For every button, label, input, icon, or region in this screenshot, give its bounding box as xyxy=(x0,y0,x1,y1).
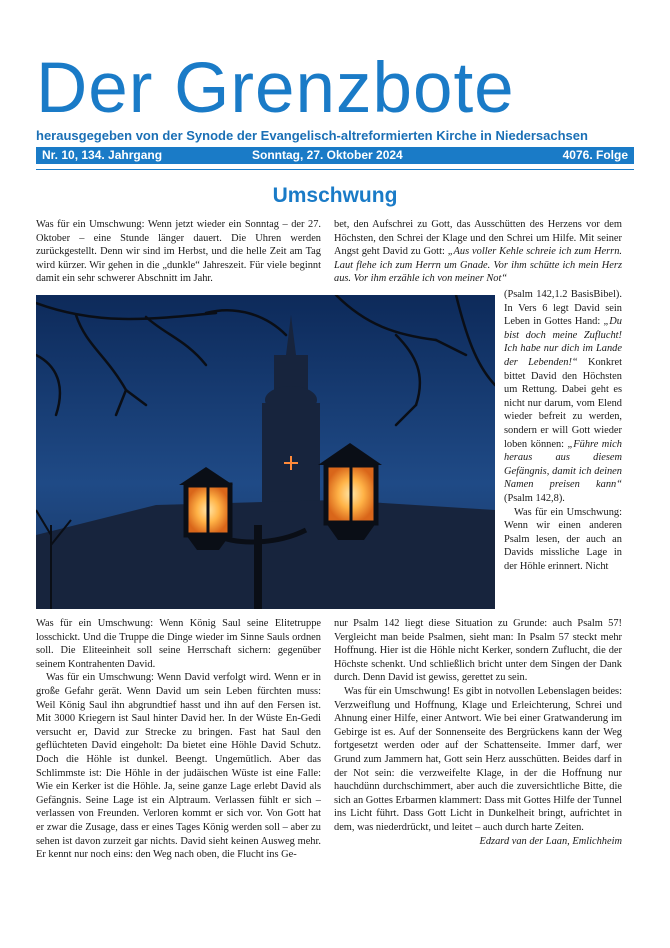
article-headline: Umschwung xyxy=(272,184,398,207)
psalm-quote: „Aus voller Kehle schreie ich zum Herrn. Laut flehe ich zum Herrn um Gnade. Vor ihm schütte ich mein Herz aus. Vor ihm erzähle ich von meiner Not“ xyxy=(334,246,622,285)
issue-date: Sonntag, 27. Oktober 2024 xyxy=(252,148,403,162)
psalm-quote: „Führe mich heraus aus diesem Gefängnis, damit ich deinen Namen preisen kann“ xyxy=(504,438,622,491)
paragraph: Was für ein Umschwung: Wenn David verfolgt wird. Wenn er in große Gefahr gerät. Wenn David um sein Leben fürchten muss: Weil König Saul ihn abgrundtief hasst und ihn auf den Fersen ist. Mit 3000 Kriegern ist Saul hinter David her. In der Wüste En-Gedi versucht er, David zur Strecke zu bringen. Fast hat Saul den geflüchteten David eingeholt: Da bietet eine Höhle David Schutz. Doch die Höhle ist dunkel. Beengt. Ungemütlich. Aber das Schlimmste ist: Die Höhle in der judäischen Wüste ist eine Falle: Wie ein Kerker ist die Höhle. Ja, seine ganze Lage erlebt David als Gefängnis. Seine Lage ist ein Alptraum. Verlassen fühlt er sich – verlassen von Freunden. Verloren kommt er sich vor. Von Gott hat er zwar die Zusage, dass er eines Tages König werden soll – aber zu sehen ist davon zurzeit gar nichts. David sieht keinen Ausweg mehr. Er kennt nur noch eins: den Weg nach oben, die Flucht ins Ge- xyxy=(36,672,321,861)
right-column-top xyxy=(334,218,622,286)
paragraph: nur Psalm 142 liegt diese Situation zu Grunde: auch Psalm 57! Vergleicht man beide Psalmen, sieht man: In Psalm 57 steckt mehr Hoffnung. Hier ist die Höhle nicht Kerker, sondern Zuflucht, die der Höchste schenkt. Und schließlich bricht unter dem Singen der Dank durch. Denn David ist gewiss, gerettet zu sein. xyxy=(334,618,622,684)
paragraph xyxy=(504,288,622,506)
divider xyxy=(36,169,634,170)
right-column-bottom xyxy=(334,617,622,848)
masthead xyxy=(36,49,634,143)
lantern-photo xyxy=(36,295,495,609)
newspaper-subtitle: herausgegeben von der Synode der Evangelisch-altreformierten Kirche in Niedersachsen xyxy=(36,128,588,143)
paragraph-text: bet, den Aufschrei zu Gott, das Ausschütten des Herzens vor dem Höchsten, den Schrei der Klage und den Schrei um Hilfe. Mit seiner Angst geht David zu Gott: xyxy=(334,219,622,258)
newspaper-title: Der Grenzbote xyxy=(36,49,515,128)
narrow-column xyxy=(504,288,622,573)
article-author: Edzard van der Laan, Emlichheim xyxy=(479,835,622,847)
paragraph: Was für ein Umschwung: Wenn wir einen anderen Psalm lesen, der auch an Davids missliche Lage in der Höhle erinnert. Nicht xyxy=(504,506,622,572)
paragraph: Was für ein Umschwung: Wenn jetzt wieder ein Sonntag – der 27. Oktober – eine Stunde länger dauert. Die Uhren werden zurückgestellt. Denn wir sind im Herbst, und die helle Zeit am Tag wird kürzer. Wir gehen in die „dunkle“ Jahreszeit. Für viele beginnt damit ein sehr schwerer Abschnitt im Jahr. xyxy=(36,219,321,285)
issue-bar xyxy=(36,147,634,164)
paragraph: Was für ein Umschwung! Es gibt in notvollen Lebenslagen beides: Verzweiflung und Hoffnung, Klage und Erleichterung, Schrei und Ahnung einer Hilfe, einer Antwort. Wie bei einer Gratwanderung im Gebirge ist es. Auf der Sonnenseite des Bergrückens kann der Weg fortgesetzt werden oder auf der Schattenseite. Immer darf, wer Grund zum Jammern hat, Gott sein Herz ausschütten. Beides darf in der Not sein: die verzweifelte Klage, in der die Hoffnung nur hauchdünn durchschimmert, aber auch die zuversichtliche Bitte, die sich an Gottes Erbarmen klammert: Dass mit Gottes Hilfe der Tunnel ins Licht führt. Dass Gott Licht in Dunkelheit bringt, aufrichtet in dem, was niederdrückt, und leitet – auch durch harte Zeiten. xyxy=(334,685,622,833)
left-column-top xyxy=(36,218,321,286)
psalm-quote: „Du bist doch meine Zuflucht! Ich habe nur dich im Lande der Lebenden!“ xyxy=(504,316,622,368)
paragraph xyxy=(334,218,622,286)
issue-number: Nr. 10, 134. Jahrgang xyxy=(42,148,163,162)
paragraph: Was für ein Umschwung: Wenn König Saul seine Elitetruppe losschickt. Und die Truppe die Dinge wieder im Sinne Sauls ordnen soll. Die Eliteeinheit soll seine Herrschaft sichern: gegenüber seinem Kontrahenten David. xyxy=(36,618,321,670)
paragraph-text: (Psalm 142,8). xyxy=(504,492,565,504)
left-column-bottom xyxy=(36,617,321,862)
issue-sequence: 4076. Folge xyxy=(562,148,628,162)
paragraph-text: Konkret bittet David den Höchsten um Rettung. Dabei geht es nicht nur darum, vom Elend wieder befreit zu werden, sondern er will Gott wieder loben können: xyxy=(504,356,622,450)
paragraph-text: (Psalm 142,1.2 BasisBibel). In Vers 6 legt David sein Leben in Gottes Hand: xyxy=(504,289,622,328)
